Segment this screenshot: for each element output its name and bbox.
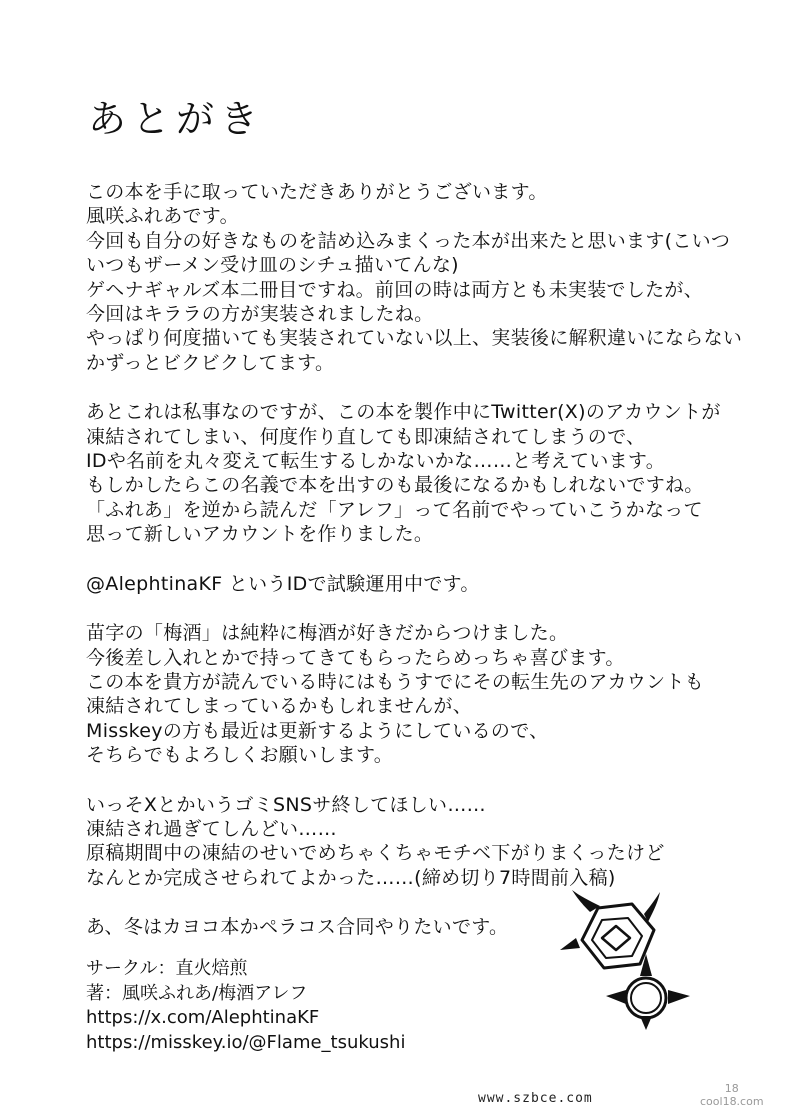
text-line: IDや名前を丸々変えて転生するしかないかな……と考えています。 (86, 450, 666, 473)
text-line: あ、冬はカヨコ本かペラコス合同やりたいです。 (86, 916, 509, 939)
circle-name: サークル：直火焙煎 (86, 958, 248, 979)
text-line: 凍結されてしまっているかもしれませんが、 (86, 695, 473, 718)
text-line: やっぱり何度描いても実装されていない以上、実装後に解釈違いにならない (86, 327, 743, 350)
text-line: 今後差し入れとかで持ってきてもらったらめっちゃ喜びます。 (86, 646, 625, 669)
text-line: この本を手に取っていただきありがとうございます。 (86, 181, 548, 203)
text-line: ゲヘナギャルズ本二冊目ですね。前回の時は両方とも未実装でしたが、 (86, 278, 704, 301)
corner-watermark (700, 1082, 764, 1108)
text-line: 「ふれあ」を逆から読んだ「アレフ」って名前でやっていこうかなって (86, 498, 703, 521)
text-line: もしかしたらこの名義で本を出すのも最後になるかもしれないですね。 (86, 474, 704, 497)
circle-emblem-icon (550, 890, 700, 1030)
paragraph-greeting (86, 180, 776, 375)
paragraph-id (86, 572, 776, 596)
text-line: Misskeyの方も最近は更新するようにしているので、 (86, 719, 549, 742)
paragraph-account (86, 400, 776, 546)
text-line: あとこれは私事なのですが、この本を製作中にTwitter(X)のアカウントが (86, 401, 721, 424)
afterword-body (86, 180, 776, 965)
corner-site: cool18.com (700, 1095, 764, 1108)
text-line: この本を貴方が読んでいる時にはもうすでにその転生先のアカウントも (86, 670, 704, 693)
text-line: かずっとビクビクしてます。 (86, 351, 335, 374)
text-line: 今回も自分の好きなものを詰め込みまくった本が出来たと思います(こいつ (86, 229, 731, 252)
text-line: いつもザーメン受け皿のシチュ描いてんな) (86, 254, 459, 277)
corner-page-number: 18 (724, 1082, 739, 1095)
author-name: 著：風咲ふれあ/梅酒アレフ (86, 982, 308, 1004)
page-title: あとがき (88, 97, 265, 141)
paragraph-surname (86, 621, 776, 767)
credits (86, 957, 405, 1055)
x-url: https://x.com/AlephtinaKF (86, 1007, 320, 1028)
text-line: なんとか完成させられてよかった……(締め切り7時間前入稿) (86, 866, 616, 889)
text-line: 今回はキララの方が実装されましたね。 (86, 303, 434, 326)
text-line: 苗字の「梅酒」は純粋に梅酒が好きだからつけました。 (86, 622, 569, 645)
text-line: 凍結され過ぎてしんどい…… (86, 817, 337, 840)
text-line: いっそXとかいうゴミSNSサ終してほしい…… (86, 793, 486, 816)
text-line: そちらでもよろしくお願いします。 (86, 744, 394, 767)
misskey-url: https://misskey.io/@Flame_tsukushi (86, 1031, 406, 1053)
text-line: 風咲ふれあです。 (86, 205, 239, 228)
text-line: 思って新しいアカウントを作りました。 (86, 523, 434, 546)
watermark: www.szbce.com (478, 1091, 593, 1106)
paragraph-complaint (86, 793, 776, 891)
text-line: 原稿期間中の凍結のせいでめちゃくちゃモチベ下がりまくったけど (86, 842, 665, 865)
text-line: 凍結されてしまい、何度作り直しても即凍結されてしまうので、 (86, 425, 646, 448)
text-line: @AlephtinaKF というIDで試験運用中です。 (86, 572, 480, 595)
